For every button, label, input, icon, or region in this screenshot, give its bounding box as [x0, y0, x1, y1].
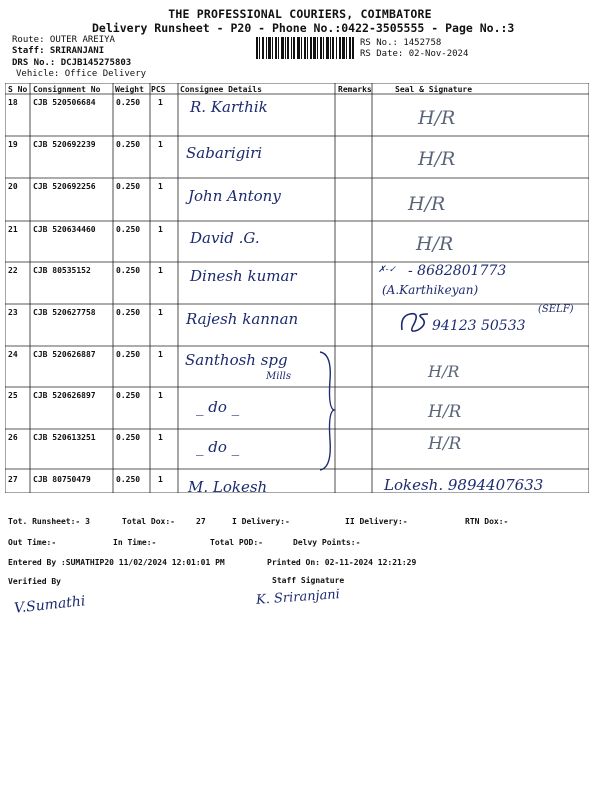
- row-pcs: 1: [158, 350, 163, 359]
- handwritten-seal: H/R: [408, 193, 446, 215]
- ii-delivery: II Delivery:-: [345, 517, 408, 526]
- row-sno: 22: [8, 266, 18, 275]
- total-pod: Total POD:-: [210, 538, 263, 547]
- handwritten-seal-self: (SELF): [538, 304, 574, 315]
- row-consignment-no: CJB 520692239: [33, 140, 96, 149]
- col-header-consignment: Consignment No: [33, 85, 101, 94]
- row-consignment-no: CJB 520692256: [33, 182, 96, 191]
- handwritten-seal: H/R: [428, 402, 462, 422]
- handwritten-seal-phone: - 8682801773: [408, 263, 507, 279]
- staff-signature-label: Staff Signature: [272, 576, 345, 585]
- handwritten-consignee-line2: Mills: [266, 371, 291, 382]
- delvy-points: Delvy Points:-: [293, 538, 361, 547]
- drs-number: DRS No.: DCJB145275803: [12, 58, 132, 68]
- handwritten-consignee: Dinesh kumar: [190, 267, 297, 285]
- handwritten-seal-signature: Lokesh. 9894407633: [384, 476, 544, 494]
- handwritten-seal: H/R: [418, 107, 456, 129]
- col-header-consignee: Consignee Details: [180, 85, 262, 94]
- row-sno: 26: [8, 433, 18, 442]
- rtn-dox: RTN Dox:-: [465, 517, 509, 526]
- handwritten-consignee: M. Lokesh: [188, 478, 268, 496]
- row-sno: 19: [8, 140, 18, 149]
- row-sno: 25: [8, 391, 18, 400]
- handwritten-consignee: R. Karthik: [190, 98, 268, 116]
- row-pcs: 1: [158, 182, 163, 191]
- verified-signature: V.Sumathi: [13, 593, 87, 617]
- row-consignment-no: CJB 520506684: [33, 98, 96, 107]
- route-label: Route: OUTER AREIYA: [12, 35, 115, 45]
- row-sno: 27: [8, 475, 18, 484]
- row-weight: 0.250: [116, 225, 141, 234]
- handwritten-consignee: David .G.: [190, 229, 260, 247]
- row-sno: 24: [8, 350, 18, 359]
- row-sno: 18: [8, 98, 18, 107]
- col-header-seal: Seal & Signature: [395, 85, 473, 94]
- row-pcs: 1: [158, 391, 163, 400]
- row-consignment-no: CJB 520626897: [33, 391, 96, 400]
- verified-by-label: Verified By: [8, 577, 61, 586]
- row-weight: 0.250: [116, 475, 141, 484]
- total-dox-value: 27: [196, 517, 206, 526]
- row-pcs: 1: [158, 225, 163, 234]
- in-time: In Time:-: [113, 538, 157, 547]
- row-weight: 0.250: [116, 266, 141, 275]
- row-weight: 0.250: [116, 350, 141, 359]
- entered-by: Entered By :SUMATHIP20 11/02/2024 12:01:01 PM: [8, 558, 225, 567]
- row-consignment-no: CJB 520634460: [33, 225, 96, 234]
- col-header-remarks: Remarks: [338, 85, 372, 94]
- barcode-image: [256, 37, 354, 59]
- row-sno: 20: [8, 182, 18, 191]
- row-sno: 21: [8, 225, 18, 234]
- runsheet-subtitle: Delivery Runsheet - P20 - Phone No.:0422-3505555 - Page No.:3: [92, 21, 515, 35]
- handwritten-consignee: Santhosh spg: [185, 351, 288, 369]
- total-dox-label: Total Dox:-: [122, 517, 175, 526]
- staff-label: Staff: SRIRANJANI: [12, 46, 105, 56]
- seal-scribble: ✗‑✓: [378, 265, 397, 275]
- rs-date: RS Date: 02-Nov-2024: [360, 49, 469, 59]
- handwritten-ditto: _ do _: [196, 398, 240, 416]
- handwritten-consignee: Rajesh kannan: [186, 310, 299, 328]
- row-pcs: 1: [158, 266, 163, 275]
- row-consignment-no: CJB 80535152: [33, 266, 91, 275]
- row-consignment-no: CJB 520627758: [33, 308, 96, 317]
- total-runsheet: Tot. Runsheet:- 3: [8, 517, 90, 526]
- handwritten-seal: H/R: [418, 148, 456, 170]
- row-weight: 0.250: [116, 308, 141, 317]
- handwritten-brace: [318, 350, 336, 472]
- row-pcs: 1: [158, 140, 163, 149]
- col-header-pcs: PCS: [151, 85, 166, 94]
- row-consignment-no: CJB 520626887: [33, 350, 96, 359]
- row-pcs: 1: [158, 98, 163, 107]
- handwritten-seal-name: (A.Karthikeyan): [382, 283, 479, 297]
- handwritten-consignee: Sabarigiri: [186, 144, 263, 162]
- out-time: Out Time:-: [8, 538, 57, 547]
- row-weight: 0.250: [116, 433, 141, 442]
- handwritten-consignee: John Antony: [188, 187, 281, 205]
- document-title: THE PROFESSIONAL COURIERS, COIMBATORE: [168, 7, 432, 21]
- col-header-sno: S No: [8, 85, 28, 94]
- row-pcs: 1: [158, 308, 163, 317]
- row-weight: 0.250: [116, 98, 141, 107]
- row-consignment-no: CJB 80750479: [33, 475, 91, 484]
- signature-scribble: [398, 308, 434, 338]
- row-sno: 23: [8, 308, 18, 317]
- row-pcs: 1: [158, 475, 163, 484]
- staff-signature: K. Sriranjani: [255, 587, 341, 608]
- col-header-weight: Weight: [115, 85, 144, 94]
- handwritten-seal-phone: 94123 50533: [432, 318, 526, 334]
- vehicle-label: Vehicle: Office Delivery: [16, 69, 147, 79]
- i-delivery: I Delivery:-: [232, 517, 290, 526]
- row-pcs: 1: [158, 433, 163, 442]
- handwritten-seal: H/R: [416, 233, 454, 255]
- printed-on: Printed On: 02-11-2024 12:21:29: [267, 558, 417, 567]
- handwritten-ditto: _ do _: [196, 438, 240, 456]
- handwritten-seal: H/R: [428, 362, 460, 381]
- row-weight: 0.250: [116, 182, 141, 191]
- row-weight: 0.250: [116, 391, 141, 400]
- row-consignment-no: CJB 520613251: [33, 433, 96, 442]
- handwritten-seal: H/R: [428, 434, 462, 454]
- row-weight: 0.250: [116, 140, 141, 149]
- rs-number: RS No.: 1452758: [360, 38, 442, 48]
